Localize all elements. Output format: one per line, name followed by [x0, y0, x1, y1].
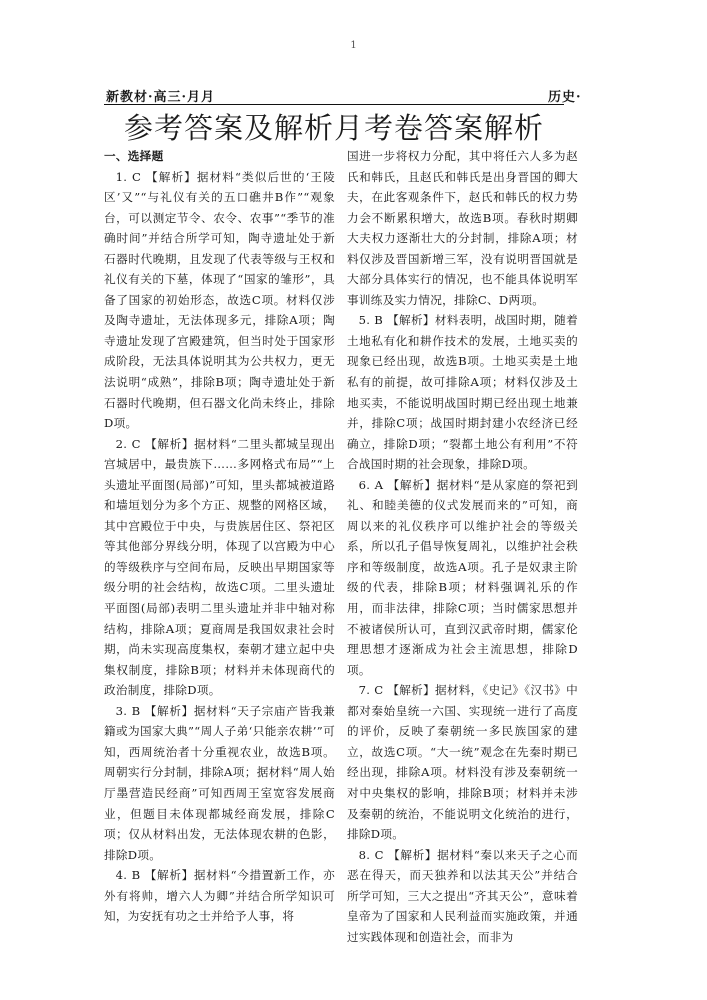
header-subject-label: 历史·: [548, 90, 582, 105]
answer-paragraph: 国进一步将权力分配，其中将任六人多为赵氏和韩氏，且赵氏和韩氏是出身晋国的卿大夫，在此客观条件下，赵氏和韩氏的权力势力会不断累积增大，故选B项。春秋时期卿大夫权力逐渐壮大的分封制，排除A项；材料仅涉及晋国新增三军，没有说明晋国就是大部分具体实行的情况，也不能具体说明军事训练及实力情况，排除C、D两项。: [347, 149, 578, 307]
header-series-label: 新教材·高三·月月: [106, 90, 216, 105]
answer-paragraph: 5. B 【解析】材料表明，战国时期，随着土地私有化和耕作技术的发展，土地买卖的现象已经出现，故选B项。土地买卖是土地私有的前提，故可排除A项；材料仅涉及土地买卖，不能说明战国时期已经出现土地兼并，排除C项；战国时期封建小农经济已经确立，排除D项；“裂都土地公有利用”不符合战国时期的社会现象，排除D项。: [347, 313, 578, 472]
answer-paragraph: 1. C 【解析】据材料“类似后世的‘王陵区’又”“与礼仪有关的五口礁井B作”“观象台，可以测定节令、农令、农事”“季节的准确时间”并结合所学可知，陶寺遗址处于新石器时代晚期，且发现了代表等级与王权和礼仪有关的下墓，体现了“国家的雏形”，具备了国家的初始形态，故选C项。材料仅涉及陶寺遗址，无法体现多元，排除A项；陶寺遗址发现了宫殿建筑，但当时处于国家形成阶段，无法具体说明其为公共权力，更无法说明“成熟”，排除B项；陶寺遗址处于新石器时代晚期，但石器文化尚未终止，排除D项。: [104, 169, 335, 431]
answer-paragraph: 8. C 【解析】据材料“秦以来天子之心而恶在得天，而天独养和以法其天公”并结合所学可知，三大之提出“齐其天公”，意味着皇帝为了国家和人民利益而实施政策，并通过实践体现和创造社会，而非为: [347, 847, 578, 944]
page-number: 1: [350, 40, 357, 51]
page-title: 参考答案及解析月考卷答案解析: [123, 111, 544, 145]
right-column: [347, 146, 578, 947]
answer-paragraph: 7. C 【解析】据材料，《史记》《汉书》中都对秦始皇统一六国、实现统一进行了高度的评价，反映了秦朝统一多民族国家的建立，故选C项。“大一统”观念在先秦时期已经出现，排除A项。材料没有涉及秦朝统一对中央集权的影响，排除B项；材料并未涉及秦朝的统治，不能说明文化统治的进行，排除D项。: [347, 683, 578, 842]
left-column: [104, 146, 335, 927]
answer-paragraph: 2. C 【解析】据材料“二里头都城呈现出宫城居中，最贵族下……多网格式布局”“上头遗址平面图(局部)”可知，里头都城被道路和墙垣划分为多个方正、规整的网格区域，其中宫殿位于中央，与贵族居住区、祭祀区等其他部分界线分明，体现了以宫殿为中心的等级秩序与空间布局，反映出早期国家等级分明的社会结构，故选C项。二里头遗址平面图(局部)表明二里头遗址并非中轴对称结构，排除A项；夏商周是我国奴隶社会时期，尚未实现高度集权，秦朝才建立起中央集权制度，排除B项；材料并未体现商代的政治制度，排除D项。: [104, 436, 335, 698]
answer-paragraph: 4. B 【解析】据材料“今措置新工作，亦外有将帅，增六人为卿”并结合所学知识可知，为安抚有功之士并给予人事，将: [104, 868, 335, 924]
answer-paragraph: 6. A 【解析】据材料“是从家庭的祭祀到礼、和睦美德的仪式发展而来的”可知，商周以来的礼仪秩序可以维护社会的等级关系，所以孔子倡导恢复周礼，以维护社会秩序和等级制度，故选A项。孔子是奴隶主阶级的代表，排除B项；材料强调礼乐的作用，而非法律，排除C项；当时儒家思想并不被诸侯所认可，直到汉武帝时期，儒家伦理思想才逐渐成为社会主流思想，排除D项。: [347, 477, 578, 677]
header-divider: [104, 104, 564, 105]
answer-paragraph: 3. B 【解析】据材料“天子宗庙产皆我兼籍或为国家大典”“周人子弟‘只能亲农耕’”可知，西周统治者十分重视农业，故选B项。周朝实行分封制，排除A项；据材料“周人始厅墨营造民经商”可知西周王室宽容发展商业，但题目未体现都城经商发展，排除C项；仅从材料出发，无法体现农耕的色影，排除D项。: [104, 703, 335, 862]
section-heading: 一、选择题: [104, 149, 164, 163]
